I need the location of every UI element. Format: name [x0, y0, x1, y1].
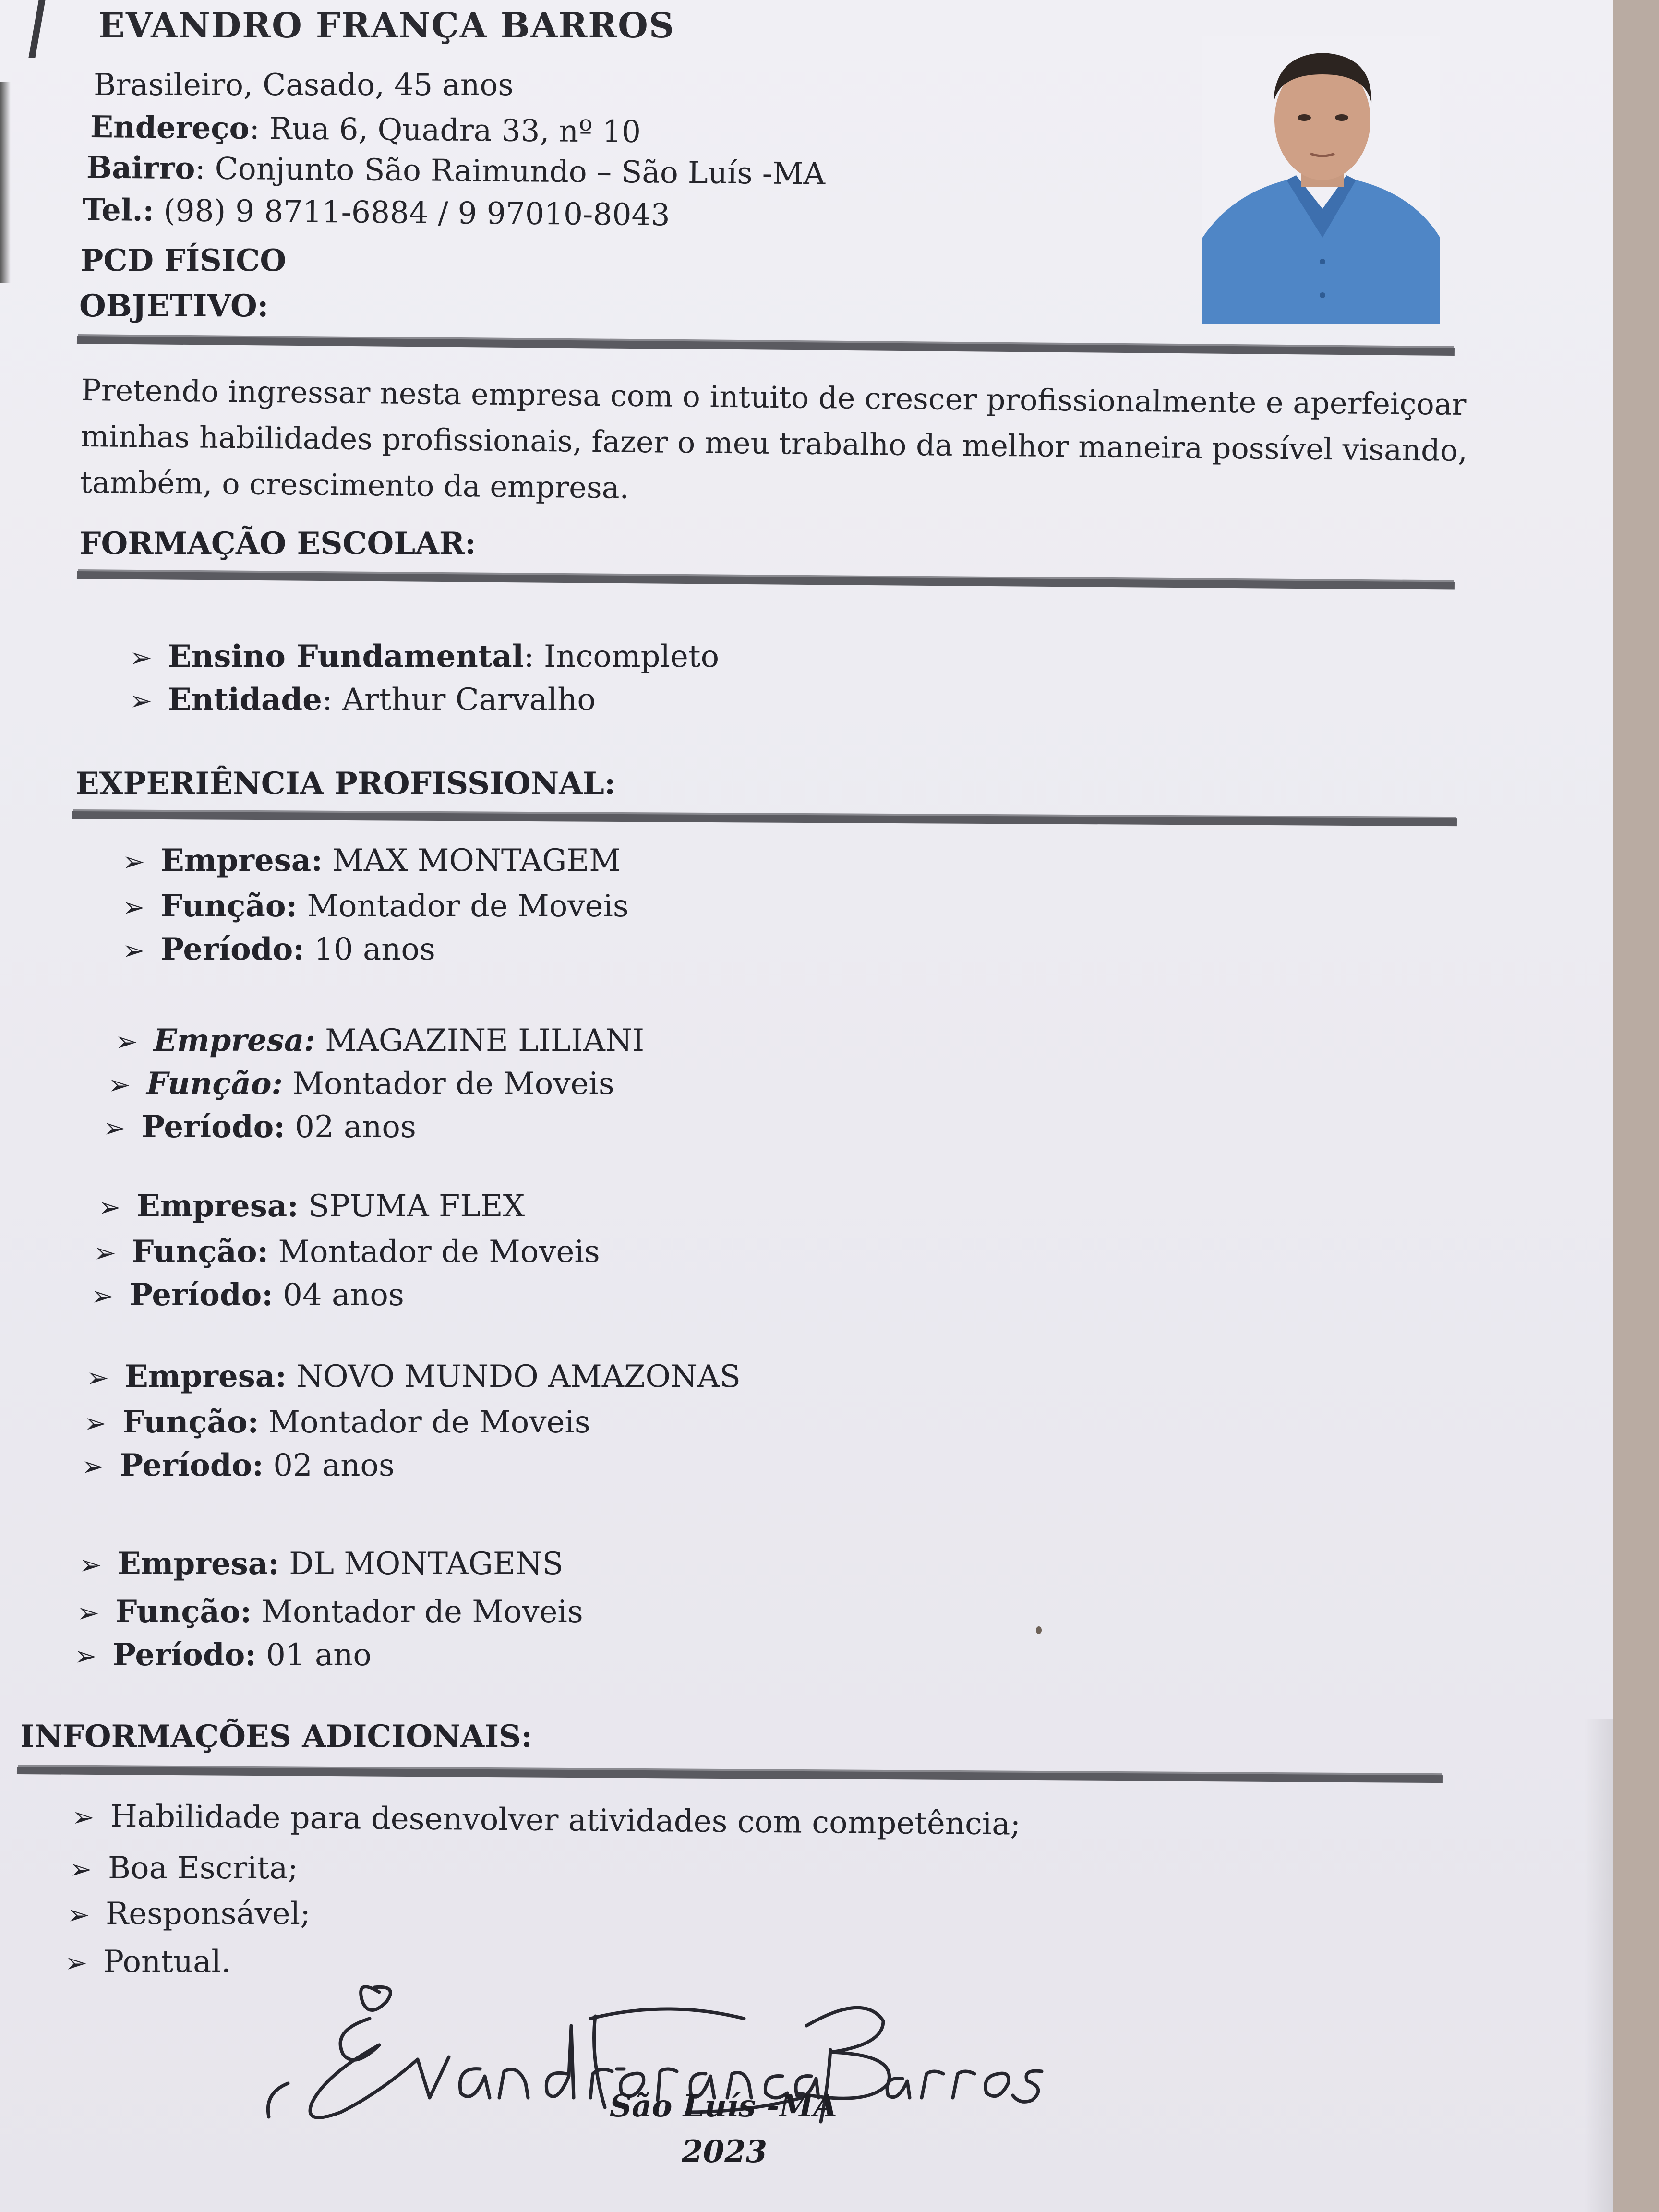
signature-year: 2023 — [682, 2134, 768, 2170]
role-value: Montador de Moveis — [283, 1066, 614, 1102]
period-label: Período: — [161, 931, 304, 967]
job-company — [122, 842, 621, 878]
role-label: Função: — [115, 1594, 252, 1630]
section-divider — [72, 811, 1457, 826]
arrow-bullet-icon: ➢ — [130, 642, 152, 673]
objective-line: Pretendo ingressar nesta empresa com o intuito de crescer profissionalmente e aperfeiçoar — [81, 372, 1467, 422]
arrow-bullet-icon: ➢ — [91, 1281, 114, 1312]
company-label: Empresa: — [137, 1188, 299, 1224]
address-label: Endereço — [90, 108, 250, 146]
company-value: SPUMA FLEX — [298, 1189, 525, 1224]
company-value: NOVO MUNDO AMAZONAS — [286, 1359, 741, 1395]
period-label: Período: — [130, 1277, 273, 1313]
job-period — [74, 1637, 372, 1673]
arrow-bullet-icon: ➢ — [82, 1451, 104, 1482]
signature-city: São Luís -MA — [610, 2088, 837, 2124]
job-period — [103, 1109, 416, 1145]
district-value: : Conjunto São Raimundo – São Luís -MA — [195, 151, 826, 192]
education-value: : Arthur Carvalho — [322, 682, 596, 718]
arrow-bullet-icon: ➢ — [67, 1899, 90, 1931]
phone-value: (98) 9 8711-6884 / 9 97010-8043 — [154, 192, 671, 233]
fold-shadow — [1584, 1719, 1613, 2212]
role-value: Montador de Moveis — [252, 1594, 583, 1630]
job-role — [94, 1234, 600, 1270]
arrow-bullet-icon: ➢ — [98, 1192, 121, 1223]
additional-text: Habilidade para desenvolver atividades com competência; — [110, 1799, 1021, 1842]
edge-shadow — [0, 82, 11, 283]
arrow-bullet-icon: ➢ — [79, 1550, 102, 1581]
company-label: Empresa: — [125, 1358, 287, 1395]
education-value: : Incompleto — [524, 639, 720, 674]
objective-line: também, o crescimento da empresa. — [80, 464, 629, 505]
section-divider — [77, 571, 1455, 590]
role-value: Montador de Moveis — [297, 889, 629, 924]
job-period — [82, 1447, 395, 1483]
role-label: Função: — [122, 1404, 259, 1440]
arrow-bullet-icon: ➢ — [77, 1598, 99, 1629]
address-value: : Rua 6, Quadra 33, nº 10 — [249, 110, 641, 150]
arrow-bullet-icon: ➢ — [86, 1362, 109, 1394]
education-label: Ensino Fundamental — [168, 638, 524, 674]
experience-title: EXPERIÊNCIA PROFISSIONAL: — [76, 766, 616, 802]
district-label: Bairro — [86, 149, 195, 186]
education-item — [130, 682, 596, 718]
edge-mark — [28, 0, 45, 58]
job-company — [115, 1022, 644, 1058]
company-value: MAGAZINE LILIANI — [315, 1023, 645, 1058]
arrow-bullet-icon: ➢ — [122, 935, 145, 966]
period-label: Período: — [120, 1447, 264, 1483]
education-item — [130, 638, 719, 674]
company-value: MAX MONTAGEM — [322, 843, 621, 878]
job-role — [77, 1594, 583, 1630]
phone-label: Tel.: — [82, 192, 155, 228]
period-label: Período: — [113, 1637, 256, 1673]
job-company — [98, 1188, 525, 1224]
arrow-bullet-icon: ➢ — [115, 1026, 138, 1058]
period-label: Período: — [142, 1109, 285, 1145]
objective-text — [80, 367, 1468, 520]
phone-line — [83, 192, 670, 233]
job-period — [122, 931, 435, 967]
additional-text: Responsável; — [106, 1896, 311, 1932]
company-value: DL MONTAGENS — [279, 1546, 564, 1582]
job-company — [79, 1546, 563, 1582]
candidate-name: EVANDRO FRANÇA BARROS — [98, 5, 675, 46]
company-label: Empresa: — [154, 1022, 315, 1058]
district-line — [86, 149, 826, 191]
arrow-bullet-icon: ➢ — [72, 1802, 95, 1833]
arrow-bullet-icon: ➢ — [65, 1948, 87, 1979]
period-value: 02 anos — [285, 1109, 416, 1145]
job-role — [84, 1404, 590, 1440]
arrow-bullet-icon: ➢ — [122, 892, 145, 923]
arrow-bullet-icon: ➢ — [108, 1070, 131, 1101]
profile-photo — [1202, 36, 1440, 324]
paper-speck — [1036, 1626, 1042, 1634]
additional-item — [67, 1896, 311, 1932]
role-value: Montador de Moveis — [268, 1234, 600, 1270]
pcd-label: PCD FÍSICO — [81, 242, 287, 278]
education-title: FORMAÇÃO ESCOLAR: — [79, 526, 476, 562]
additional-title: INFORMAÇÕES ADICIONAIS: — [20, 1719, 532, 1755]
objective-title: OBJETIVO: — [79, 288, 269, 324]
section-divider — [77, 336, 1455, 356]
job-company — [86, 1358, 741, 1395]
additional-text: Boa Escrita; — [108, 1851, 298, 1886]
additional-item — [70, 1851, 298, 1886]
job-role — [122, 888, 629, 924]
arrow-bullet-icon: ➢ — [74, 1641, 97, 1672]
objective-line: minhas habilidades profissionais, fazer o meu trabalho da melhor maneira possível visando, — [80, 418, 1468, 469]
arrow-bullet-icon: ➢ — [103, 1113, 126, 1144]
job-period — [91, 1277, 404, 1313]
role-value: Montador de Moveis — [259, 1405, 590, 1440]
period-value: 04 anos — [273, 1277, 404, 1313]
arrow-bullet-icon: ➢ — [94, 1238, 116, 1269]
job-role — [108, 1066, 614, 1102]
period-value: 10 anos — [304, 932, 435, 967]
arrow-bullet-icon: ➢ — [84, 1408, 107, 1439]
additional-item — [65, 1944, 231, 1980]
company-label: Empresa: — [118, 1546, 279, 1582]
address-line — [90, 109, 641, 149]
additional-text: Pontual. — [103, 1944, 231, 1980]
education-label: Entidade — [168, 682, 322, 718]
additional-item — [72, 1798, 1021, 1842]
arrow-bullet-icon: ➢ — [70, 1854, 92, 1885]
arrow-bullet-icon: ➢ — [130, 685, 152, 717]
arrow-bullet-icon: ➢ — [122, 846, 145, 878]
period-value: 01 ano — [256, 1637, 372, 1673]
company-label: Empresa: — [161, 842, 323, 878]
section-divider — [17, 1767, 1443, 1783]
role-label: Função: — [132, 1234, 269, 1270]
personal-info: Brasileiro, Casado, 45 anos — [94, 67, 514, 102]
role-label: Função: — [161, 888, 298, 924]
role-label: Função: — [146, 1066, 283, 1102]
period-value: 02 anos — [263, 1448, 395, 1483]
